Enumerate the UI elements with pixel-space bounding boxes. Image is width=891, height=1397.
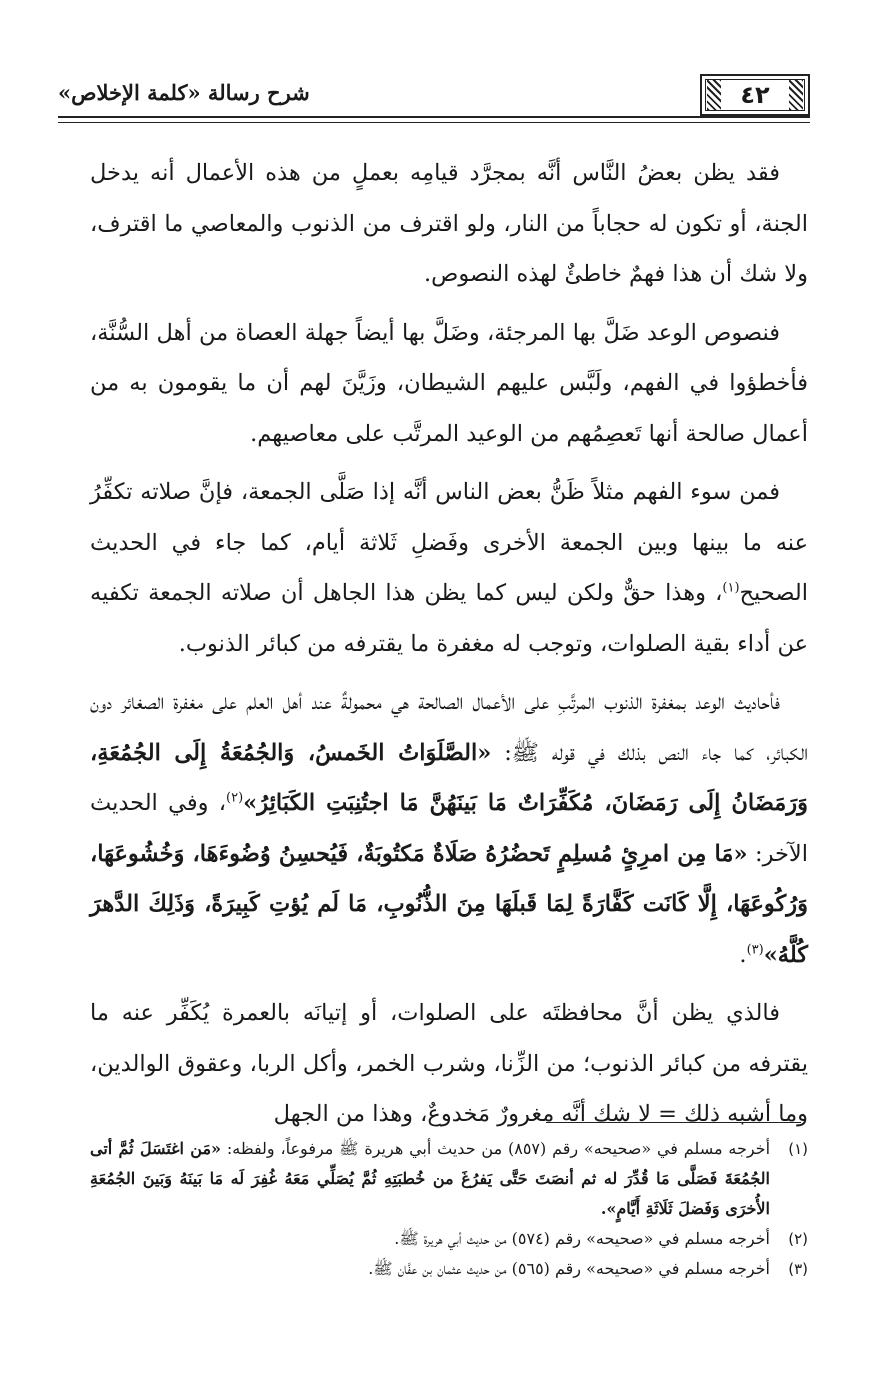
footnote-ref-1[interactable]: (١) [722,580,740,596]
footnote-divider [546,1122,801,1123]
footnote-2 [90,1224,808,1254]
paragraph-2: فنصوص الوعد ضَلَّ بها المرجئة، وضَلَّ بها أيضاً جهلة العصاة من أهل السُّنَّة، فأخطؤوا في الفهم، ولَبَّس عليهم الشيطان، وزَيَّنَ لهم أن ما يقومون به من أعمال صالحة أنها تَعصِمُهم من الوعيد المرتَّب على معاصيهم. [90,319,808,447]
paragraph-5: فالذي يظن أنَّ محافظتَه على الصلوات، أو إتيانَه بالعمرة يُكَفِّر عنه ما يقترفه من كبائر الذنوب؛ من الزِّنا، وشرب الخمر، وأكل الربا، وعقوق الوالدين، وما أشبه ذلك = لا شك أنَّه مغرورٌ مَخدوعٌ، وهذا من الجهل [90,1000,808,1127]
paragraph-3 [90,467,808,669]
footnote-1-source: أخرجه مسلم في «صحيحه» رقم (٨٥٧) من حديث أبي هريرة ﷺ مرفوعاً، ولفظه: [226,1139,771,1158]
paragraph-3-text-before: فمن سوء الفهم مثلاً ظَنُّ بعض الناس أنَّه إذا صَلَّى الجمعة، فإنَّ صلاته تكفِّرُ عنه ما بينها وبين الجمعة الأخرى وفَضلِ ثَلاثة أيام، كما جاء في الحديث الصحيح [90,479,808,606]
page-number: ٤٢ [740,81,770,109]
page-number-badge [700,74,810,116]
paragraph-4-text-middle: ، وفي الحديث الآخر: [90,790,808,867]
footnote-ref-3[interactable]: (٣) [746,942,764,957]
footnote-3 [90,1254,808,1284]
footnote-text [90,1134,770,1224]
main-text [90,148,808,1148]
footnote-1 [90,1134,808,1224]
footnote-2-text: أخرجه مسلم في «صحيحه» رقم (٥٧٤) من حديث أبي هريرة ﷺ. [394,1229,770,1248]
paragraph-3-text-after: ، وهذا حقٌّ ولكن ليس كما يظن هذا الجاهل أن صلاته الجمعة تكفيه عن أداء بقية الصلوات، وتوجب له مغفرة ما يقترفه من كبائر الذنوب. [90,580,808,657]
footnote-3-text: أخرجه مسلم في «صحيحه» رقم (٥٦٥) من حديث عثمان بن عفَّان ﷺ. [368,1259,770,1278]
hadith-quote-2: «مَا مِن امرِئٍ مُسلِمٍ تَحضُرُهُ صَلَاةٌ مَكتُوبَةٌ، فَيُحسِنُ وُضُوءَهَا، وَخُشُوعَهَا، وَرُكُوعَهَا، إِلَّا كَانَت كَفَّارَةً لِمَا قَبلَهَا مِنَ الذُّنُوبِ، مَا لَم يُؤتِ كَبِيرَةً، وَذَلِكَ الدَّهرَ كُلَّهُ» [90,840,808,968]
ornament-icon [789,80,803,110]
ornament-icon [707,80,721,110]
footnote-number: (٣) [788,1260,808,1278]
footnote-1-quote: «مَن اغتَسَلَ ثُمَّ أتى الجُمُعَةَ فَصَلَّى مَا قُدِّرَ له ثم أنصَتَ حَتَّى يَفرُغَ من خُطبَتِهِ ثُمَّ يُصَلِّي مَعَهُ غُفِرَ لَه مَا بَينَهُ وَبَينَ الجُمُعَةِ الأُخرَى وَفَضلَ ثَلَاثَةِ أَيَّامٍ». [90,1139,770,1218]
paragraph-4-text-before: فأحاديث الوعد بمغفرة الذنوب المرتَّبِ على الأعمال الصالحة هي محمولةٌ عند أهل العلم على مغفرة الصغائر دون الكبائر، كما جاء النص بذلك في قوله ﷺ: [90,689,808,766]
footnote-ref-2[interactable]: (٢) [226,790,244,806]
hadith-quote-1: «الصَّلَوَاتُ الخَمسُ، وَالجُمُعَةُ إِلَى الجُمُعَةِ، وَرَمَضَانُ إِلَى رَمَضَانَ، مُكَفِّرَاتٌ مَا بَينَهُنَّ مَا اجتُنِبَتِ الكَبَائِرُ» [90,739,808,816]
footnote-number: (١) [788,1140,808,1158]
paragraph-4-text-after: . [739,941,747,968]
paragraph-1: فقد يظن بعضُ النَّاس أنَّه بمجرَّد قيامِه بعملٍ من هذه الأعمال أنه يدخل الجنة، أو تكون له حجاباً من النار، ولو اقترف من الذنوب والمعاصي ما اقترف، ولا شك أن هذا فهمٌ خاطئٌ لهذه النصوص. [90,160,808,287]
paragraph-4 [90,677,808,980]
footnotes [90,1134,808,1284]
footnote-number: (٢) [788,1230,808,1248]
running-title: شرح رسالة «كلمة الإخلاص» [58,80,310,105]
header-divider [58,116,810,123]
